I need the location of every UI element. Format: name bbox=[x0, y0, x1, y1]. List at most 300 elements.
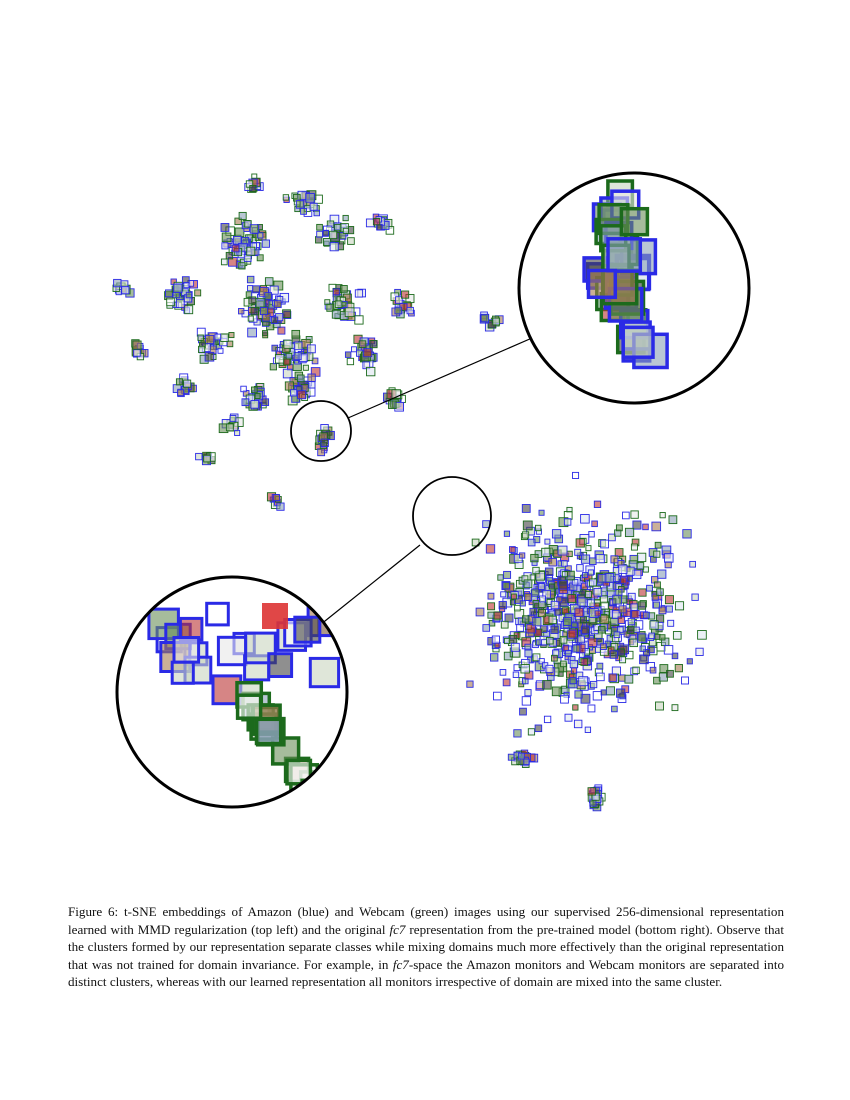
tsne-thumbnail bbox=[256, 298, 265, 307]
tsne-thumbnail bbox=[483, 521, 490, 528]
tsne-thumbnail bbox=[488, 593, 494, 599]
tsne-thumbnail bbox=[195, 290, 201, 296]
tsne-thumbnail bbox=[545, 568, 553, 576]
tsne-thumbnail bbox=[297, 375, 304, 382]
tsne-thumbnail bbox=[653, 602, 659, 608]
tsne-thumbnail bbox=[631, 511, 638, 518]
tsne-thumbnail bbox=[221, 334, 229, 342]
tsne-thumbnail bbox=[513, 672, 519, 678]
tsne-thumbnail bbox=[218, 348, 223, 353]
tsne-thumbnail bbox=[574, 720, 582, 728]
tsne-thumbnail bbox=[250, 225, 259, 234]
tsne-thumbnail bbox=[503, 582, 510, 589]
tsne-thumbnail bbox=[559, 580, 568, 589]
tsne-thumbnail bbox=[523, 616, 529, 622]
tsne-thumbnail bbox=[631, 544, 637, 550]
zoomed-thumbnail bbox=[589, 271, 616, 298]
tsne-thumbnail bbox=[578, 636, 585, 643]
tsne-thumbnail bbox=[298, 391, 306, 399]
zoomed-thumbnail bbox=[174, 638, 199, 663]
top-zoom-leader-line bbox=[348, 338, 532, 418]
tsne-thumbnail bbox=[594, 588, 602, 596]
tsne-thumbnail bbox=[230, 416, 236, 422]
tsne-thumbnail bbox=[568, 630, 576, 638]
tsne-thumbnail bbox=[522, 697, 530, 705]
tsne-thumbnail bbox=[632, 610, 640, 618]
zoomed-thumbnail bbox=[207, 603, 229, 625]
tsne-thumbnail bbox=[523, 521, 532, 530]
tsne-thumbnail bbox=[669, 516, 677, 524]
tsne-thumbnail bbox=[585, 727, 590, 732]
tsne-thumbnail bbox=[488, 612, 494, 618]
tsne-thumbnail bbox=[270, 364, 276, 370]
tsne-thumbnail bbox=[615, 549, 623, 557]
tsne-thumbnail bbox=[257, 255, 263, 261]
zoomed-thumbnail bbox=[302, 781, 331, 810]
tsne-thumbnail bbox=[570, 660, 577, 667]
tsne-thumbnail bbox=[467, 681, 473, 687]
tsne-thumbnail bbox=[631, 604, 638, 611]
tsne-thumbnail bbox=[301, 208, 307, 214]
tsne-thumbnail bbox=[552, 655, 558, 661]
tsne-thumbnail bbox=[133, 341, 141, 349]
tsne-thumbnail bbox=[623, 512, 630, 519]
tsne-thumbnail bbox=[616, 525, 622, 531]
tsne-thumbnail bbox=[643, 524, 649, 530]
tsne-thumbnail bbox=[552, 530, 560, 538]
tsne-thumbnail bbox=[284, 340, 292, 348]
top-left-tsne-scatter bbox=[113, 174, 503, 510]
tsne-thumbnail bbox=[650, 667, 656, 673]
tsne-thumbnail bbox=[655, 542, 661, 548]
tsne-thumbnail bbox=[492, 636, 499, 643]
tsne-thumbnail bbox=[341, 286, 348, 293]
tsne-thumbnail bbox=[577, 565, 584, 572]
tsne-thumbnail bbox=[540, 596, 546, 602]
tsne-thumbnail bbox=[317, 224, 323, 230]
tsne-thumbnail bbox=[564, 519, 571, 526]
tsne-thumbnail bbox=[232, 245, 239, 252]
tsne-thumbnail bbox=[539, 510, 544, 515]
tsne-thumbnail bbox=[233, 236, 241, 244]
tsne-thumbnail bbox=[598, 574, 606, 582]
tsne-thumbnail bbox=[402, 291, 409, 298]
tsne-thumbnail bbox=[518, 753, 524, 759]
tsne-thumbnail bbox=[271, 317, 278, 324]
tsne-thumbnail bbox=[373, 219, 379, 225]
tsne-thumbnail bbox=[522, 505, 530, 513]
tsne-thumbnail bbox=[343, 215, 348, 220]
tsne-thumbnail bbox=[525, 650, 532, 657]
tsne-thumbnail bbox=[215, 334, 221, 340]
caption-text-3: -space the Amazon monitors and Webcam monitors are separated into distinct clusters, whereas with our learned representation all monitors irrespective of domain are mixed into the same cluster. bbox=[68, 956, 785, 990]
tsne-thumbnail bbox=[284, 359, 290, 365]
tsne-thumbnail bbox=[167, 298, 175, 306]
tsne-thumbnail bbox=[647, 585, 653, 591]
tsne-thumbnail bbox=[355, 316, 363, 324]
tsne-thumbnail bbox=[561, 661, 567, 667]
tsne-thumbnail bbox=[591, 681, 597, 687]
tsne-thumbnail bbox=[370, 341, 377, 348]
zoomed-thumbnail bbox=[269, 654, 292, 677]
tsne-thumbnail bbox=[590, 558, 597, 565]
tsne-thumbnail bbox=[294, 342, 302, 350]
tsne-thumbnail bbox=[241, 386, 247, 392]
tsne-thumbnail bbox=[199, 346, 205, 352]
tsne-thumbnail bbox=[275, 355, 284, 364]
tsne-thumbnail bbox=[524, 580, 532, 588]
tsne-thumbnail bbox=[665, 554, 674, 563]
tsne-thumbnail bbox=[573, 472, 579, 478]
tsne-thumbnail bbox=[617, 689, 625, 697]
tsne-thumbnail bbox=[543, 681, 552, 690]
tsne-thumbnail bbox=[263, 331, 268, 336]
zoomed-thumbnail bbox=[172, 662, 193, 683]
tsne-thumbnail bbox=[664, 646, 673, 655]
tsne-thumbnail bbox=[667, 670, 674, 677]
tsne-thumbnail bbox=[633, 667, 640, 674]
tsne-thumbnail bbox=[522, 532, 528, 538]
tsne-thumbnail bbox=[547, 637, 554, 644]
tsne-thumbnail bbox=[659, 607, 666, 614]
tsne-thumbnail bbox=[665, 596, 673, 604]
tsne-thumbnail bbox=[609, 674, 617, 682]
tsne-thumbnail bbox=[536, 525, 541, 530]
caption-math-fc7-1: fc7 bbox=[389, 921, 406, 937]
tsne-thumbnail bbox=[252, 387, 258, 393]
tsne-thumbnail bbox=[196, 453, 202, 459]
tsne-thumbnail bbox=[503, 679, 510, 686]
tsne-thumbnail bbox=[589, 579, 596, 586]
tsne-thumbnail bbox=[178, 390, 184, 396]
tsne-thumbnail bbox=[660, 513, 665, 518]
tsne-thumbnail bbox=[389, 401, 397, 409]
tsne-thumbnail bbox=[601, 540, 609, 548]
tsne-thumbnail bbox=[242, 399, 249, 406]
zoomed-thumbnail bbox=[310, 658, 338, 686]
tsne-thumbnail bbox=[588, 570, 593, 575]
tsne-thumbnail bbox=[597, 663, 603, 669]
tsne-thumbnail bbox=[620, 657, 626, 663]
tsne-thumbnail bbox=[524, 593, 531, 600]
tsne-thumbnail bbox=[239, 212, 246, 219]
tsne-thumbnail bbox=[174, 284, 182, 292]
tsne-thumbnail bbox=[578, 598, 586, 606]
tsne-thumbnail bbox=[542, 548, 550, 556]
tsne-thumbnail bbox=[617, 649, 624, 656]
tsne-thumbnail bbox=[274, 495, 280, 501]
tsne-thumbnail bbox=[619, 565, 627, 573]
tsne-thumbnail bbox=[596, 555, 604, 563]
tsne-thumbnail bbox=[504, 531, 509, 536]
tsne-thumbnail bbox=[229, 333, 234, 338]
tsne-thumbnail bbox=[265, 293, 272, 300]
tsne-thumbnail bbox=[528, 729, 534, 735]
zoomed-thumbnail bbox=[295, 617, 320, 642]
tsne-thumbnail bbox=[488, 603, 495, 610]
tsne-thumbnail bbox=[575, 608, 584, 617]
tsne-thumbnail bbox=[321, 439, 328, 446]
tsne-thumbnail bbox=[286, 353, 292, 359]
tsne-thumbnail bbox=[494, 612, 501, 619]
bottom-zoom-source-circle bbox=[413, 477, 491, 555]
tsne-thumbnail bbox=[618, 617, 625, 624]
tsne-thumbnail bbox=[637, 553, 645, 561]
tsne-thumbnail bbox=[185, 306, 193, 314]
tsne-thumbnail bbox=[698, 631, 707, 640]
tsne-thumbnail bbox=[248, 286, 253, 291]
tsne-thumbnail bbox=[601, 644, 607, 650]
tsne-thumbnail bbox=[573, 705, 578, 710]
tsne-thumbnail bbox=[575, 691, 582, 698]
tsne-thumbnail bbox=[316, 237, 322, 243]
tsne-thumbnail bbox=[652, 522, 661, 531]
tsne-thumbnail bbox=[221, 259, 227, 265]
tsne-thumbnail bbox=[557, 597, 562, 602]
tsne-thumbnail bbox=[515, 605, 521, 611]
tsne-thumbnail bbox=[395, 307, 402, 314]
tsne-thumbnail bbox=[283, 310, 291, 318]
tsne-thumbnail bbox=[306, 194, 315, 203]
tsne-thumbnail bbox=[528, 539, 535, 546]
tsne-thumbnail bbox=[520, 601, 525, 606]
tsne-thumbnail bbox=[176, 379, 182, 385]
tsne-thumbnail bbox=[514, 730, 521, 737]
tsne-thumbnail bbox=[253, 286, 260, 293]
tsne-thumbnail bbox=[204, 455, 211, 462]
tsne-thumbnail bbox=[250, 186, 256, 192]
zoomed-thumbnail bbox=[623, 327, 653, 357]
tsne-thumbnail bbox=[612, 706, 618, 712]
tsne-thumbnail bbox=[498, 575, 503, 580]
tsne-thumbnail bbox=[587, 600, 594, 607]
tsne-thumbnail bbox=[520, 708, 527, 715]
tsne-thumbnail bbox=[599, 627, 606, 634]
tsne-thumbnail bbox=[573, 645, 580, 652]
tsne-thumbnail bbox=[255, 394, 260, 399]
tsne-thumbnail bbox=[504, 571, 511, 578]
tsne-thumbnail bbox=[239, 309, 244, 314]
tsne-thumbnail bbox=[561, 695, 569, 703]
tsne-thumbnail bbox=[251, 401, 259, 409]
tsne-thumbnail bbox=[560, 636, 567, 643]
tsne-thumbnail bbox=[332, 310, 340, 318]
tsne-thumbnail bbox=[285, 382, 293, 390]
tsne-thumbnail bbox=[696, 648, 703, 655]
tsne-thumbnail bbox=[562, 608, 568, 614]
tsne-thumbnail bbox=[239, 263, 245, 269]
caption-text-2: representation from the pre-trained model (bottom right). Observe that the clusters formed by our representation separate classes while mixing domains much more effectively than the original representation that was not trained for domain invariance. For example, in bbox=[68, 921, 784, 972]
tsne-thumbnail bbox=[205, 352, 214, 361]
tsne-thumbnail bbox=[308, 374, 315, 381]
tsne-thumbnail bbox=[122, 287, 129, 294]
tsne-thumbnail bbox=[533, 618, 541, 626]
tsne-thumbnail bbox=[348, 238, 355, 245]
tsne-thumbnail bbox=[545, 539, 550, 544]
tsne-thumbnail bbox=[324, 239, 331, 246]
tsne-thumbnail bbox=[619, 606, 626, 613]
tsne-thumbnail bbox=[582, 626, 590, 634]
tsne-thumbnail bbox=[625, 528, 633, 536]
tsne-thumbnail bbox=[544, 716, 550, 722]
tsne-thumbnail bbox=[493, 318, 500, 325]
tsne-thumbnail bbox=[690, 561, 696, 567]
tsne-thumbnail bbox=[593, 692, 601, 700]
tsne-thumbnail bbox=[562, 572, 567, 577]
tsne-thumbnail bbox=[248, 328, 257, 337]
tsne-thumbnail bbox=[345, 352, 351, 358]
tsne-thumbnail bbox=[640, 646, 645, 651]
tsne-thumbnail bbox=[525, 690, 531, 696]
top-zoom-inset bbox=[519, 173, 749, 403]
tsne-thumbnail bbox=[588, 638, 597, 647]
tsne-thumbnail bbox=[504, 638, 509, 643]
tsne-thumbnail bbox=[614, 632, 620, 638]
tsne-thumbnail bbox=[364, 349, 372, 357]
tsne-thumbnail bbox=[335, 301, 342, 308]
tsne-thumbnail bbox=[247, 276, 254, 283]
tsne-thumbnail bbox=[335, 224, 341, 230]
tsne-thumbnail bbox=[581, 555, 589, 563]
figure-caption bbox=[68, 903, 784, 991]
bottom-zoom-inset bbox=[117, 577, 348, 810]
tsne-thumbnail bbox=[638, 602, 645, 609]
tsne-thumbnail bbox=[649, 633, 655, 639]
tsne-thumbnail bbox=[272, 345, 278, 351]
tsne-thumbnail bbox=[345, 308, 354, 317]
tsne-thumbnail bbox=[294, 353, 301, 360]
tsne-thumbnail bbox=[352, 347, 357, 352]
tsne-thumbnail bbox=[260, 308, 267, 315]
bottom-right-tsne-scatter bbox=[467, 472, 707, 810]
bottom-zoom-leader-line bbox=[320, 545, 420, 625]
tsne-thumbnail bbox=[619, 675, 625, 681]
tsne-thumbnail bbox=[296, 201, 304, 209]
tsne-thumbnail bbox=[549, 584, 554, 589]
tsne-thumbnail bbox=[323, 231, 329, 237]
tsne-thumbnail bbox=[222, 243, 228, 249]
tsne-thumbnail bbox=[621, 578, 627, 584]
tsne-thumbnail bbox=[176, 300, 184, 308]
tsne-thumbnail bbox=[114, 279, 121, 286]
zoomed-thumbnail bbox=[262, 603, 288, 629]
tsne-thumbnail bbox=[650, 621, 658, 629]
tsne-thumbnail bbox=[611, 556, 618, 563]
tsne-thumbnail bbox=[310, 203, 317, 210]
tsne-thumbnail bbox=[481, 314, 489, 322]
tsne-thumbnail bbox=[535, 725, 542, 732]
tsne-thumbnail bbox=[643, 612, 649, 618]
tsne-thumbnail bbox=[581, 515, 590, 524]
tsne-thumbnail bbox=[343, 228, 348, 233]
tsne-thumbnail bbox=[546, 665, 553, 672]
tsne-thumbnail bbox=[656, 702, 664, 710]
tsne-thumbnail bbox=[588, 788, 595, 795]
tsne-thumbnail bbox=[184, 283, 189, 288]
tsne-thumbnail bbox=[590, 800, 596, 806]
tsne-thumbnail bbox=[658, 570, 666, 578]
tsne-thumbnail bbox=[329, 231, 336, 238]
zoomed-thumbnail bbox=[238, 695, 261, 718]
tsne-thumbnail bbox=[294, 194, 301, 201]
tsne-thumbnail bbox=[505, 614, 513, 622]
tsne-thumbnail bbox=[638, 634, 646, 642]
tsne-thumbnail bbox=[675, 602, 683, 610]
tsne-thumbnail bbox=[666, 606, 672, 612]
tsne-thumbnail bbox=[206, 335, 214, 343]
tsne-thumbnail bbox=[565, 651, 571, 657]
tsne-thumbnail bbox=[198, 335, 203, 340]
tsne-thumbnail bbox=[586, 546, 591, 551]
tsne-thumbnail bbox=[682, 677, 689, 684]
tsne-thumbnail bbox=[511, 643, 519, 651]
tsne-thumbnail bbox=[521, 665, 530, 674]
tsne-thumbnail bbox=[660, 635, 665, 640]
tsne-thumbnail bbox=[476, 608, 484, 616]
tsne-thumbnail bbox=[552, 687, 561, 696]
tsne-thumbnail bbox=[628, 618, 634, 624]
tsne-thumbnail bbox=[539, 610, 546, 617]
tsne-thumbnail bbox=[639, 589, 646, 596]
tsne-thumbnail bbox=[606, 687, 614, 695]
tsne-thumbnail bbox=[572, 622, 577, 627]
tsne-thumbnail bbox=[668, 620, 674, 626]
tsne-thumbnail bbox=[673, 632, 681, 640]
tsne-thumbnail bbox=[532, 589, 539, 596]
tsne-thumbnail bbox=[595, 611, 600, 616]
tsne-thumbnail bbox=[186, 292, 192, 298]
tsne-thumbnail bbox=[277, 503, 284, 510]
caption-text-1: Figure 6: t-SNE embeddings of Amazon (blue) and Webcam (green) images using our supervised 256-dimensional representation learned with MMD regularization (top left) and the original bbox=[68, 904, 784, 937]
tsne-thumbnail bbox=[517, 624, 524, 631]
tsne-thumbnail bbox=[558, 546, 567, 555]
zoomed-thumbnail bbox=[218, 637, 245, 664]
tsne-thumbnail bbox=[576, 539, 584, 547]
zoomed-thumbnail bbox=[302, 780, 332, 810]
tsne-thumbnail bbox=[330, 243, 338, 251]
tsne-thumbnail bbox=[588, 705, 595, 712]
tsne-thumbnail bbox=[549, 616, 556, 623]
tsne-thumbnail bbox=[627, 627, 634, 634]
tsne-thumbnail bbox=[533, 567, 539, 573]
tsne-thumbnail bbox=[307, 345, 315, 353]
tsne-thumbnail bbox=[314, 210, 320, 216]
tsne-thumbnail bbox=[530, 575, 535, 580]
tsne-thumbnail bbox=[625, 675, 633, 683]
tsne-thumbnail bbox=[483, 625, 490, 632]
tsne-thumbnail bbox=[551, 601, 559, 609]
tsne-thumbnail bbox=[235, 228, 244, 237]
tsne-thumbnail bbox=[675, 665, 682, 672]
tsne-thumbnail bbox=[640, 655, 649, 664]
tsne-thumbnail bbox=[235, 430, 240, 435]
tsne-thumbnail bbox=[610, 651, 618, 659]
tsne-thumbnail bbox=[551, 626, 558, 633]
tsne-thumbnail bbox=[687, 659, 692, 664]
tsne-thumbnail bbox=[654, 551, 660, 557]
tsne-thumbnail bbox=[592, 521, 598, 527]
tsne-thumbnail bbox=[549, 558, 557, 566]
tsne-thumbnail bbox=[657, 589, 664, 596]
tsne-thumbnail bbox=[226, 424, 233, 431]
tsne-thumbnail bbox=[509, 635, 517, 643]
tsne-thumbnail bbox=[251, 308, 258, 315]
tsne-thumbnail bbox=[317, 231, 323, 237]
tsne-thumbnail bbox=[318, 449, 325, 456]
tsne-thumbnail bbox=[637, 563, 644, 570]
tsne-thumbnail bbox=[222, 233, 231, 242]
tsne-thumbnail bbox=[564, 618, 572, 626]
